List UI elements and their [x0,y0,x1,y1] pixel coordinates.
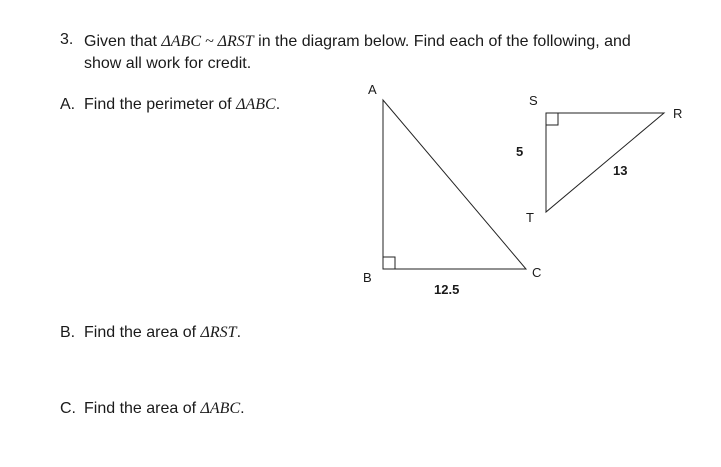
part-b-end: . [236,324,242,341]
part-b-letter: B. [60,324,76,341]
part-a-end: . [275,96,281,113]
vertex-label-b: B [363,270,372,285]
part-b-math: ΔRST [200,324,237,341]
vertex-label-c: C [532,265,542,280]
right-angle-marker-s [546,113,558,125]
prompt-text-before: Given that [84,33,162,50]
side-label-rt: 13 [613,163,628,178]
vertex-label-s: S [529,93,538,108]
vertex-label-a: A [368,82,377,97]
part-a-math: ΔABC [236,96,276,113]
vertex-label-t: T [526,210,534,225]
part-b-text: Find the area of [84,324,201,341]
part-c-letter: C. [60,400,76,417]
triangle-abc-symbol: ΔABC [161,33,201,50]
part-a-text: Find the perimeter of [84,96,237,113]
part-c-text: Find the area of [84,400,201,417]
part-c-math: ΔABC [200,400,241,417]
triangle-rst [546,113,664,212]
triangle-rst-symbol: ΔRST [217,33,254,50]
similar-symbol: ~ [200,33,218,50]
prompt-text-after: in the diagram below. Find each of the following, and show all work for credit. [84,33,631,72]
vertex-label-r: R [673,106,683,121]
side-label-bc: 12.5 [434,282,460,297]
right-angle-marker-b [383,257,395,269]
triangle-abc [383,100,526,269]
question-number: 3. [60,31,74,48]
part-c-end: . [240,400,245,417]
side-label-st: 5 [516,144,524,159]
part-a-letter: A. [60,96,76,113]
